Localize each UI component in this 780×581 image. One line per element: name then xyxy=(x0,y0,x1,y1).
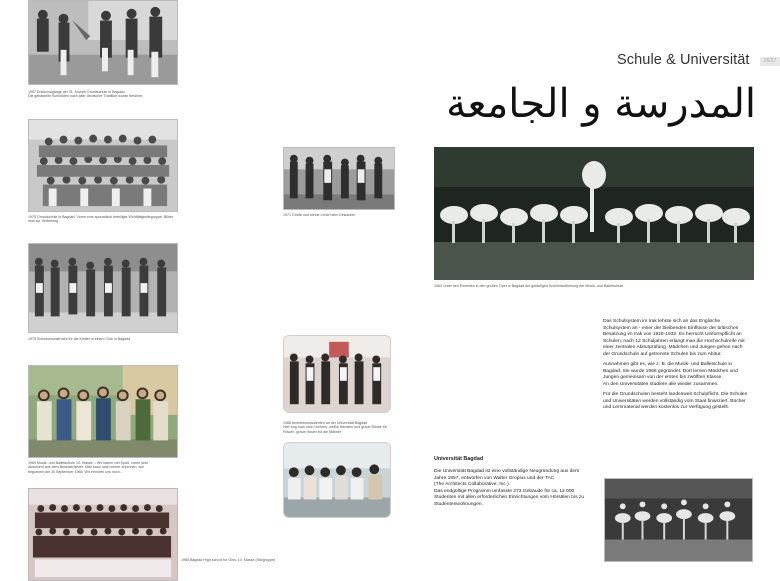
photo-girls-high-school xyxy=(28,488,178,581)
photo-swimming-lesson xyxy=(28,243,178,333)
photo-architecture-students xyxy=(283,335,391,413)
photo-primary-school-group xyxy=(28,119,178,212)
photo-music-ballet-school-class xyxy=(28,365,178,458)
page-title-arabic: المدرسة و الجامعة xyxy=(446,81,756,127)
photo-ballet-dancers xyxy=(604,478,753,562)
text-paragraph-3: Für die Grundschulen besteht landesweit Schulpflicht. Die Schulen und Universitäten werden vollständig vom Staat finanziert. Bücher und Lernmaterial werden kostenlos zur Verfügung gestellt. xyxy=(603,392,748,410)
caption-photo-4: 1969 Musik- und Balletschule 10. Klasse – Wir haben viel Spaß, vorne sind Absolvent aus dem Besetzerfahrer. Man kann noch immer erkennen, wie begonnen am 30 September 1968. Wir erinnern uns noch... xyxy=(28,461,148,474)
caption-photo-1: 1957 Erstschulgänge der St. Joseph Grundschule in Bagdad. Die gebastelte Schultüten nach alter deutscher Tradition wurde berühmt. xyxy=(28,90,144,99)
page-title: Schule & Universität xyxy=(617,52,750,68)
university-paragraph: Die Universität Bagdad ist eine vollständige Neugründung aus dem Jahre 1957, entworfen von Walter Gropius und der TAC (The Architects Collaborative, Inc.). Das endgültige Programm umfasste 273 Gebäude für ca. 12.000 Studenten mit allen erforderlichen Einrichtungen vom Hörsälen bis zu Studentenwohnungen. xyxy=(434,469,585,507)
page-number-tab: 26/27 xyxy=(760,57,780,66)
photo-people-shopping xyxy=(283,147,395,210)
caption-photo-9: 1963 Unter den Einheiten in den großen Oper in Bagdad der geläufigen Schüleraufführung der Musik- und Balletschule xyxy=(434,284,624,288)
photo-school-children-1957 xyxy=(28,0,178,85)
text-paragraph-1: Das Schulsystem im Irak lehnte sich an das Englische Schulsystem an - einer der bleibenden Einflüsse der britischen Besatzung im Irak von 1918-1932. Es herrscht Uniformpflicht an Schulen; nach 12 Schuljahren erlangt man die Hochschulreife mit einer zentralen Abiturprüfung. Mädchen und Jungen gehen nach der Grundschule auf getrennte Schulen bis zum Abitur. xyxy=(603,319,745,357)
caption-photo-7: 1968 Architekturstudenten an der Universität Bagdad Hier trug man noch Uniform, weiße Hemden und graue Röcke für Frauen, graue Hosen für die Männer xyxy=(283,421,387,434)
university-heading: Universität Bagdad xyxy=(434,456,484,462)
caption-photo-5: 1965 Bagdad High school for Girls. 10. Klasse (Sitzgruppe) xyxy=(181,558,276,562)
school-system-text xyxy=(603,319,773,416)
photo-classroom xyxy=(283,442,391,518)
text-paragraph-2: Ausnahmen gibt es, wie z. B. die Musik- und Balletschule in Bagdad. Sie wurde 1968 gegründet. Dort lernen Mädchen und Jungen gemeinsam von der ersten bis zwölften Klasse. An den Universitäten studiere alle wieder zusammen. xyxy=(603,362,738,387)
university-text xyxy=(434,469,604,512)
photo-ballet-performance xyxy=(434,147,754,280)
caption-photo-6: 1971 Große und kleine Leute beim Einkaufen xyxy=(283,213,356,217)
caption-photo-3: 1975 Schwimmunterricht für die Kinder in einem Club in Bagdad xyxy=(28,337,131,341)
caption-photo-2: 1975 Grundschule in Bagdad. Vorne eine sporadisch beteiligte Wohltätigkeitsgruppe, Bilder sind zur Vertretung xyxy=(28,215,174,224)
